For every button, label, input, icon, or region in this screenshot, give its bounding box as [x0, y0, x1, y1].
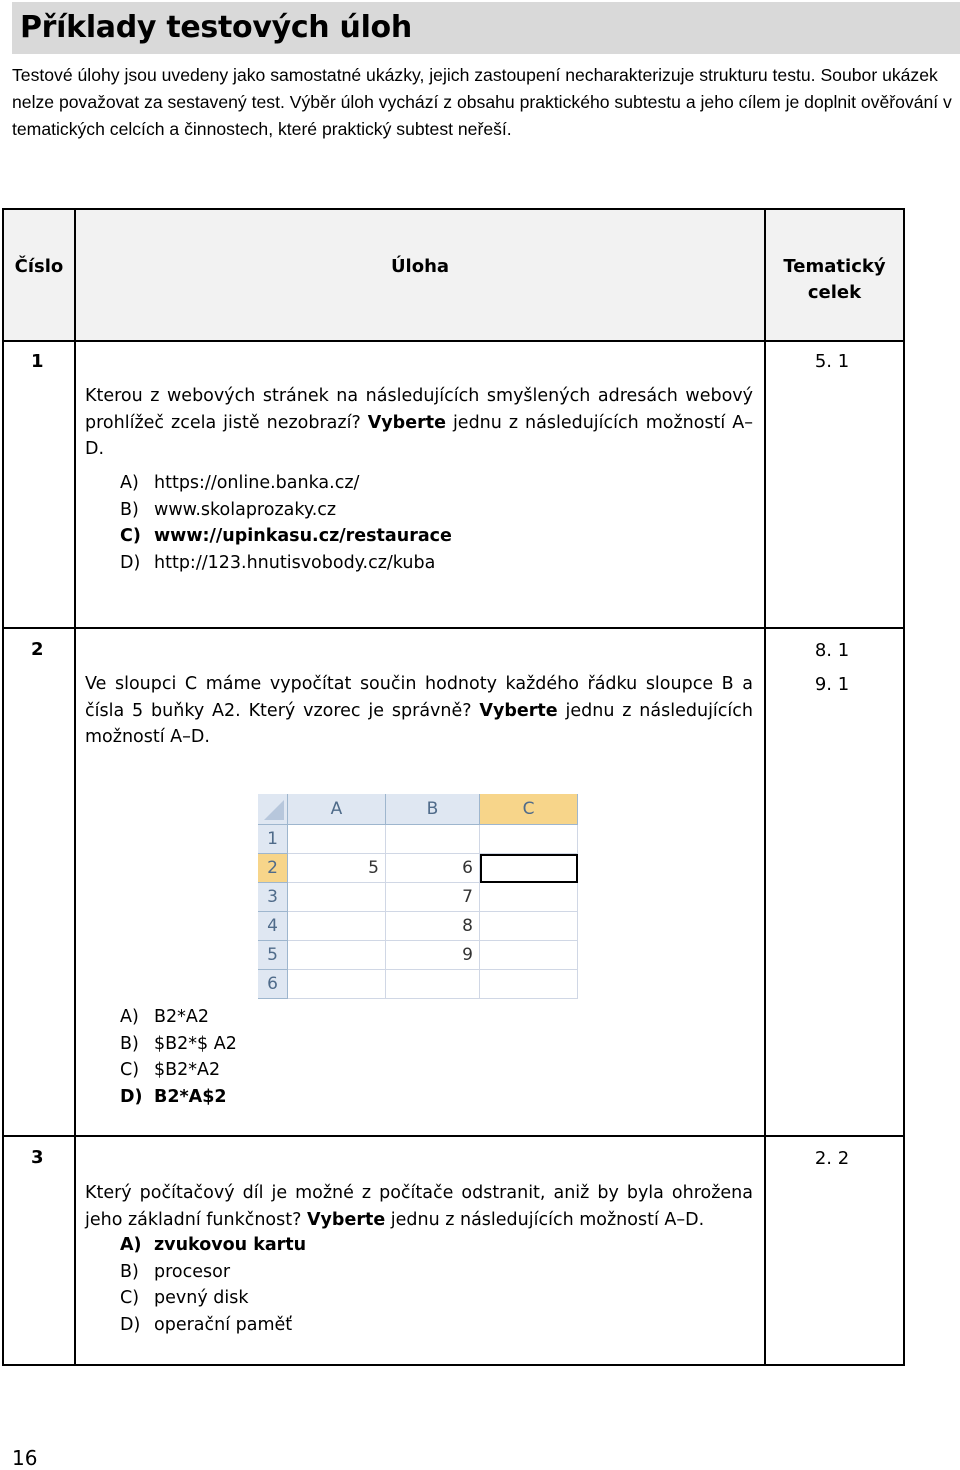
column-header-b: B: [386, 794, 480, 825]
question-tail: jednu z následujících možností A–D.: [385, 1209, 705, 1230]
spreadsheet-image: [258, 794, 578, 1002]
intro-paragraph: Testové úlohy jsou uvedeny jako samostatné ukázky, jejich zastoupení necharakterizuje strukturu testu. Soubor ukázek nelze považovat za sestavený test. Výběr úloh vychází z obsahu praktického subtestu a jeho cílem je doplnit ověřování v tematických celcích a činnostech, které praktický subtest neřeší.: [12, 65, 952, 139]
cell-c2-active: [480, 854, 578, 883]
task-number: 1: [31, 351, 44, 372]
cell-b4: 8: [386, 912, 480, 941]
cell-b2: 6: [386, 854, 480, 883]
question-text: [85, 383, 753, 463]
row-header: 4: [258, 912, 288, 941]
cell-a4: [288, 912, 386, 941]
question-text: [85, 671, 753, 751]
option-a: A) B2*A2: [120, 1007, 209, 1027]
row-header: 3: [258, 883, 288, 912]
question-instruction: Vyberte: [306, 1209, 386, 1230]
option-a: A) https://online.banka.cz/: [120, 473, 360, 493]
option-c: C) pevný disk: [120, 1288, 249, 1308]
topic-code: 2. 2: [814, 1148, 850, 1169]
option-d: D) http://123.hnutisvobody.cz/kuba: [120, 552, 436, 573]
cell-a1: [288, 825, 386, 854]
cell-c1: [480, 825, 578, 854]
task-number: 3: [31, 1147, 44, 1168]
option-a-correct: A) zvukovou kartu: [120, 1235, 307, 1255]
select-all-corner: [258, 794, 288, 825]
option-b: B) procesor: [120, 1261, 231, 1282]
page-title: Příklady testových úloh: [20, 10, 412, 45]
question-instruction: Vyberte: [367, 412, 446, 433]
header-number-cell: [2, 208, 76, 342]
header-task: Úloha: [390, 256, 450, 277]
column-header-a: A: [288, 794, 386, 825]
question-lead: Kterou z webových stránek na následujících smyšlených adresách webový prohlížeč zcela jistě nezobrazí?: [85, 386, 753, 433]
row-header: 6: [258, 970, 288, 999]
cell-a2: 5: [288, 854, 386, 883]
options-list: [120, 1004, 237, 1110]
row-header: 1: [258, 825, 288, 854]
task-number: 2: [31, 639, 44, 660]
question-tail: jednu z následujících možností A–D.: [85, 700, 753, 747]
header-topic-line2: celek: [807, 282, 862, 303]
cell-b3: 7: [386, 883, 480, 912]
cell-c3: [480, 883, 578, 912]
task-topic: [772, 634, 892, 702]
topic-code: 5. 1: [814, 351, 850, 372]
cell-a6: [288, 970, 386, 999]
question-instruction: Vyberte: [479, 700, 558, 721]
corner-triangle-icon: [258, 794, 288, 824]
option-d-correct: D) B2*A$2: [120, 1086, 227, 1107]
question-lead: Ve sloupci C máme vypočítat součin hodnoty každého řádku sloupce B a čísla 5 buňky A2. Který vzorec je správně?: [85, 674, 753, 721]
options-list: [120, 470, 452, 576]
header-task-cell: [74, 208, 766, 342]
cell-c4: [480, 912, 578, 941]
question-tail: jednu z následujících možností A–D.: [85, 412, 753, 459]
cell-a3: [288, 883, 386, 912]
topic-code: 8. 1: [814, 640, 850, 661]
task-topic: [772, 1142, 892, 1176]
cell-a5: [288, 941, 386, 970]
question-lead: Který počítačový díl je možné z počítače odstranit, aniž by byla ohrožena jeho základní funkčnost?: [85, 1183, 753, 1230]
column-header-c: C: [480, 794, 578, 825]
option-b: B) $B2*$ A2: [120, 1033, 237, 1054]
option-d: D) operační paměť: [120, 1314, 293, 1335]
header-topic-cell: [764, 208, 905, 342]
cell-b6: [386, 970, 480, 999]
cell-b5: 9: [386, 941, 480, 970]
page-title-bar: [12, 2, 960, 54]
cell-b1: [386, 825, 480, 854]
row-header: 5: [258, 941, 288, 970]
option-c-correct: C) www://upinkasu.cz/restaurace: [120, 526, 452, 546]
option-b: B) www.skolaprozaky.cz: [120, 499, 337, 520]
question-text: [85, 1180, 753, 1233]
cell-c5: [480, 941, 578, 970]
header-number: Číslo: [14, 256, 64, 277]
topic-code: 9. 1: [814, 674, 850, 695]
header-topic-line1: Tematický: [783, 256, 886, 277]
page-number: 16: [12, 1446, 38, 1470]
cell-c6: [480, 970, 578, 999]
task-topic: [772, 345, 892, 379]
options-list: [120, 1232, 306, 1338]
row-header: 2: [258, 854, 288, 883]
option-c: C) $B2*A2: [120, 1060, 221, 1080]
